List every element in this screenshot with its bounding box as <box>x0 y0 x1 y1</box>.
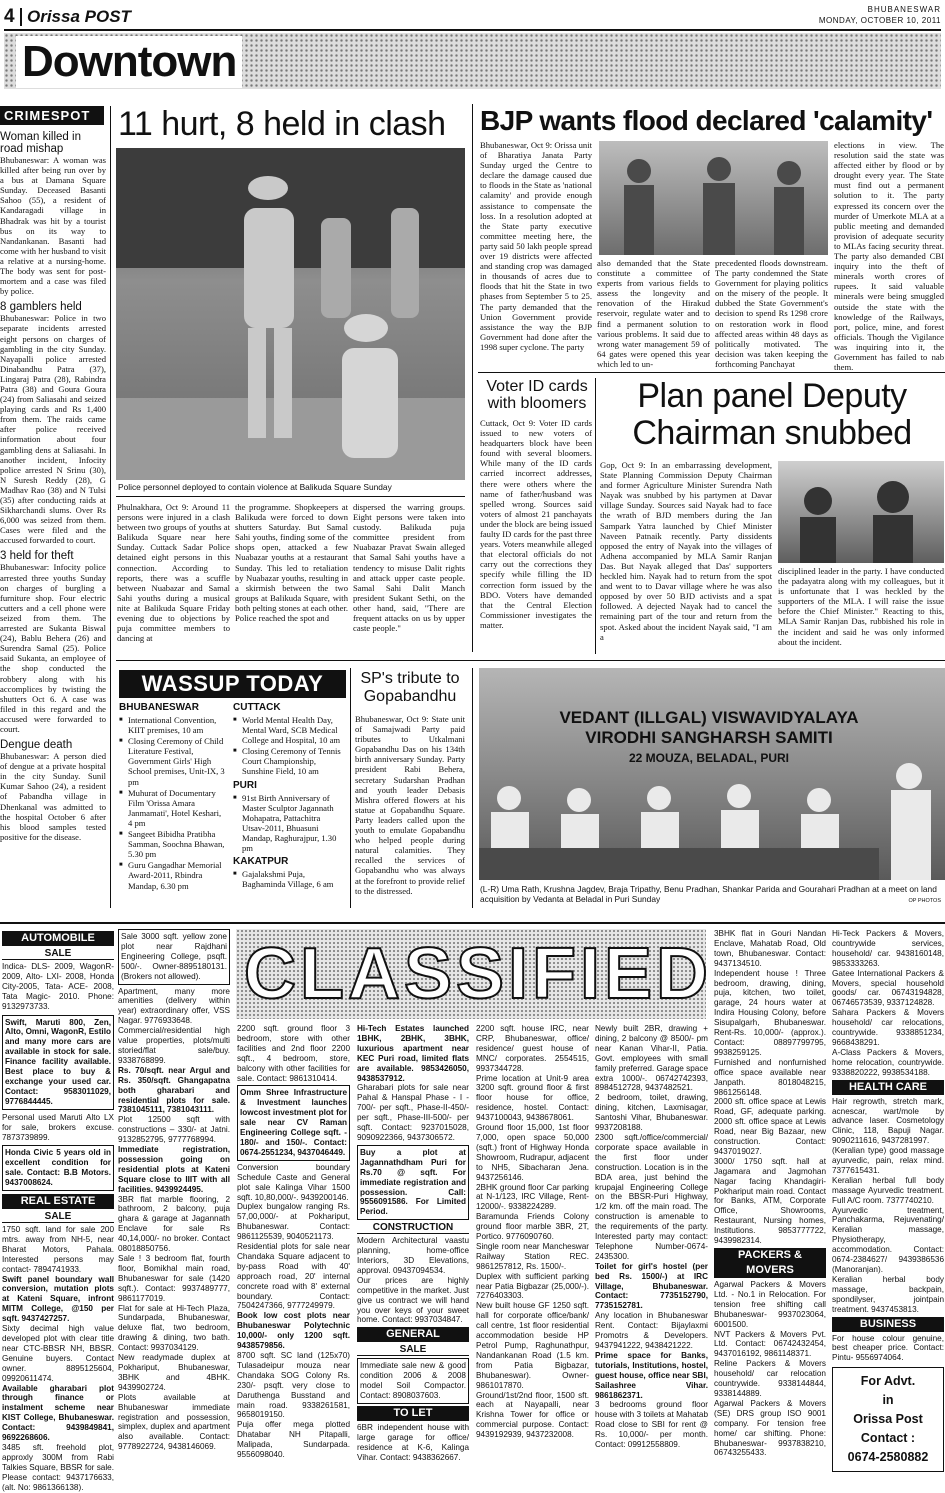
classified-ad: 2 bedroom, toilet, drawing, dining, kitchen, Laxmisagar, Santoshi Vihar, Bhubaneswar. 9937208188. <box>595 1093 708 1133</box>
clash-col-3: dispersed the warring groups. Eight persons were taken into custody. Balikuda puja committee president from Nuabazar Pravat Swain alleged that Samal Sahi youths have a tendency to misuse Dalit rights and attack upper caste people. Samal Sahi Dalit Manch president Sukant Sethi, on the other hand, said, "There are frequent attacks on us by upper caste people." <box>353 502 465 634</box>
classified-ad: Reline Packers & Movers household/ car relocation countrywide. 9338144844, 9338144889. <box>714 1359 826 1398</box>
classified-ad: 2BHK ground floor Car parking at N-1/123, IRC Village, Rent- 12000/-. 9338224289. <box>476 1182 589 1212</box>
clash-caption: Police personnel deployed to contain violence at Balikuda Square Sunday <box>118 482 392 492</box>
classified-ad: (Keralian type) good massage ayurvedic, pain, relax mind. 7377615431. <box>832 1146 944 1175</box>
classified-ad: Modern Architectural vaastu planning, home-office Interiors, 3D Elevations, approval. 09437094534. <box>357 1236 469 1275</box>
general-header: GENERAL <box>357 1327 469 1342</box>
classified-ad: Gharabari plots for sale near Pahal & Hanspal Phase - I - 700/- per sqft., Phase-II-450/- per sqft., Phase-III-500/- per sqft. Contact: 9237015028, 9090922366, 9437306572. <box>357 1083 469 1142</box>
classified-ad: Keralian herbal body massage, backpain, spondilyser, jointpain treatment. 9437453813. <box>832 1274 944 1314</box>
real-estate-header: REAL ESTATE <box>2 1194 114 1209</box>
classified-ad: 3485 sft. freehold plot, approxly 300M from Rabi Talkies Square, BBSR for sale. Please contact: 9437176633, (alt. No: 9861366138). <box>2 1442 114 1492</box>
wassup-box <box>119 670 346 908</box>
plan-photo <box>778 461 944 563</box>
event-item: ■ Closing Ceremony of Child Literature Festival, Government Girls' High School premises, Unit-IX, 3 pm <box>119 736 227 786</box>
column-rule <box>350 668 351 908</box>
crime-title-1: Woman killed in road mishap <box>0 131 81 155</box>
classified-ad: Plot 12500 sqft with constructions – 330/- at Jatni. 9132852795, 9777768994. <box>118 1115 230 1145</box>
advt-line: For Advt. <box>860 1374 916 1389</box>
advt-line: in <box>882 1393 894 1408</box>
wassup-title: WASSUP TODAY <box>119 670 346 698</box>
classified-ad: Furnished and nonfurnished office space available near Janpath. 8018048215, 9861256148. <box>714 1057 826 1097</box>
classified-col-6 <box>595 1024 708 1481</box>
section-title: Downtown <box>16 36 242 88</box>
event-item: ■ Closing Ceremony of Tennis Court Championship, Sunshine Field, 10 am <box>233 746 343 776</box>
classified-col-4 <box>357 1024 469 1481</box>
classified-ad-boxed: Swift, Maruti 800, Zen, Alto, Omni, WagonR, Estilo and many more cars are available in stock for sale. Finance facility available. Best place to buy & exchange your used car. Contact: 9583011029, 9776844445. <box>2 1015 114 1110</box>
column-rule <box>595 378 596 654</box>
classified-ad: Rs. 70/sqft. near Argul and Rs. 350/sqft. Ghangapatna both gharabari and residential plots for sale. 7381045111, 7381043111. <box>118 1065 230 1115</box>
classified-ad: 2300 sqft./office/commercial/ corporate space available in the first floor under construction. Location is in the BDA area, just behind the krupajal Engineering College on the BBSR-Puri Highway, 1/2 km. off the main road. The construction is amenable to the requirements of the party. Interested party may contact: Telephone Number-0674-2435300. <box>595 1132 708 1261</box>
classified-col-3 <box>237 1024 350 1481</box>
clash-photo <box>116 148 465 480</box>
crime-title-3: 3 held for theft <box>0 550 74 563</box>
banner-text <box>499 708 919 768</box>
event-item: ■ World Mental Health Day, Mental Ward, SCB Medical College and Hospital, 10 am <box>233 715 343 745</box>
classified-ad: 8700 sqft. SC land (125x70) Tulasadeipur mouza near Chandaka SOG Colony Rs. 230/- psqft. very close to Daruthenga Busstand and main road. 9338261581, 9658019150. <box>237 1351 350 1420</box>
wassup-cuttack-head: CUTTACK <box>233 702 281 713</box>
crime-title-2: 8 gamblers held <box>0 301 82 314</box>
event-item: ■ International Convention, KIIT premises, 10 am <box>119 715 227 735</box>
caption-rule <box>116 496 465 497</box>
plan-photo-illustration <box>778 461 944 563</box>
classified-ad: Newly built 2BR, drawing + dining, 2 balcony @ 8500/- pm near Kanan Vihar-II, Patia. Govt. employees with small family preferred. Garage space extra 1000/-. 06742742393, 8984512728, 9437482521. <box>595 1024 708 1093</box>
classified-ad-boxed: Honda Civic 5 years old in excellent condition for sale. Contact: B.B Motors. 9437008624. <box>2 1145 114 1191</box>
classified-ad: Book low cost plots near Bhubaneswar Polytechnic 10,000/- only 1200 sqft. 9438579856. <box>237 1311 350 1351</box>
classified-ad: New built house GF 1250 sqft. hall for corporate office/bank/ call centre, 1st floor residential accommodation beside HP Petrol Pump, Raghunathpur, Nandankanan Road (1.5 km. from Patia Bigbazar, Bhubaneswar). Owner- 9861017870. <box>476 1301 589 1390</box>
classified-ad: Ground floor 15,000, 1st floor 7,000, open space 50,000 (sqft.) front of Highway Honda Showroom, Rudrapur, adjacent to NH5, Sibacharan Jena. 9437256146. <box>476 1123 589 1182</box>
classified-ad: Duplex bungalow ranging Rs. 57,00,000/- at Pokhariput, Bhubaneswar. Contact: 9861125539, 9040521173. <box>237 1202 350 1242</box>
paper-name: Orissa POST <box>27 7 131 26</box>
classified-ad: 2200 sqft. ground floor 3 bedroom, store with other facilities and 2nd floor 2200 sqft., 4 bedroom, store, balcony with other facilities for sale. Contact: 9861310414. <box>237 1024 350 1083</box>
wassup-kakatpur-head: KAKATPUR <box>233 856 289 868</box>
wassup-cuttack-list <box>233 715 343 777</box>
crime-story-3: Bhubaneswar: Infocity police arrested three youths Sunday on charges of burgling a furniture shop. Four electric cutters and a cell phone were seized from them. The arrested are Sukanta Biswal (24), Bablu Behera (26) and Surendra Samal (25). Police said Sukanta, an employee of the shop conducted the robbery along with his accomplices by twisting the shutters Oct 6. A case was filed in this regard and the accused were forwarded to court. <box>0 562 106 734</box>
meet-caption: (L-R) Uma Rath, Krushna Jagdev, Braja Tripathy, Benu Pradhan, Shankar Parida and Gourahari Pradhan at a meet on land acquisition by Vedanta at Beladal in Puri Sunday <box>480 884 937 904</box>
health-care-header: HEALTH CARE <box>832 1080 944 1095</box>
plan-col-1: Gop, Oct 9: In an embarrassing development, State Planning Commission Deputy Chairman and former Agriculture Minister Surendra Nath Nayak was snubbed by his partymen at Davar village Sunday. Sources said Nayak had to face the wrath of BJD members during the Jan Sampark Yatra launched by Chief Minister Naveen Patnaik recently. Party dissidents opposed the entry of Nayak into the villages of Adhena accompanied by MLA Samir Ranjan Das. But Nayak alleged that Das' supporters heckled him. Nayak had to return from the spot and went to to Davar village where he was also opposed by over 50 BJD activists and a spat followed. A dejected Nayak had to cancel the remaining part of the tour and return from the spot. Asked about the incident Nayak said, "I am a <box>600 460 772 642</box>
event-item: ■ Guru Gangadhar Memorial Award-2011, Rbindra Mandap, 6.30 pm <box>119 860 227 890</box>
classified-ad: Ayurvedic treatment, Panchakarma, Rejuvenating/ Keralian massage, Physiotherapy, accommodation. Contact: 0674-2384627/ 9439386536 (Manoranjan). <box>832 1205 944 1274</box>
classified-ad: Personal used Maruti Alto LX for sale, brokers excuse. 7873739899. <box>2 1112 114 1142</box>
sale-subheader: SALE <box>2 1211 114 1223</box>
classified-ad: 3BR flat marble flooring, 2 bathroom, 2 balcony, puja ghara & garage at Jagannath Enclave for sale Rs 40,14,000/- no broker. Contact 08018850756. <box>118 1194 230 1254</box>
classified-ad: Flat for sale at Hi-Tech Plaza, Sundarpada, Bhubaneswar, deluxe flat, two bedroom, drawing & dining, two bath. Contact: 9937034129. <box>118 1303 230 1353</box>
sale-subheader: SALE <box>2 948 114 960</box>
classified-ad: Immediate registration, possession going on residential plots at Kateni Square close to IIIT with all facilities. 9439924495. <box>118 1145 230 1194</box>
classified-ad: Puja offer mega plotted Dhatabar NH Pitapalli, Malipada, Sundarpada. 9556098040. <box>237 1420 350 1460</box>
classified-ad: Sixty decimal high value developed plot with clear title near CTC-BBSR NH, BBSR. Genuine buyers. Contact owner. 8895125604, 09920611474. <box>2 1324 114 1383</box>
classified-ad: 6BR independent house with large garage for office/ residence at K-6, Kalinga Vihar. Contact: 9438362667. <box>357 1423 469 1462</box>
classified-ad: Available gharabari plot through finance or instalment scheme near KIST College, Bhubaneswar. Contact: 9439849841, 9692268606. <box>2 1383 114 1443</box>
bjp-headline: BJP wants flood declared 'calamity' <box>480 105 933 136</box>
classified-ad: Apartment, many more amenities (delivery within year) extraordinary offer, VSS Nagar. 9776933648. <box>118 986 230 1026</box>
classified-col-1 <box>2 929 114 1492</box>
sp-headline: SP's tribute to Gopabandhu <box>360 670 460 705</box>
top-rule <box>4 29 941 31</box>
classified-ad: Single room near Mancheswar Railway Station REC. 9861257812, Rs. 1500/-. <box>476 1241 589 1271</box>
classified-ad-boxed: Immediate sale new & good condition 2006 & 2008 model Soil Compactor. Contact: 8908037603. <box>357 1358 469 1404</box>
classified-ad: Residential plots for sale near Chandaka Square adjacent to by-pass Road with 40' approach road, 20' internal concrete road with 8' external boundary. Contact: 7504247366, 9777249979. <box>237 1242 350 1311</box>
banner-line: VEDANT (ILLGAL) VISWAVIDYALAYA <box>559 708 859 727</box>
event-item: ■ Sangeet Bibidha Pratibha Samman, Soochna Bhawan, 5.30 pm <box>119 829 227 859</box>
classified-ad: Prime location at Unit-9 area 3200 sqft. ground floor & first floor house for office, residence, hostel. Contact: 9437100043, 9438678061. <box>476 1073 589 1123</box>
classified-ad: Hair regrowth, stretch mark, acnescar, wart/mole by advance laser. Cosmetology Clinic, 118, Bapuji Nagar. 9090211616, 9437281997. <box>832 1096 944 1146</box>
crime-story-2: Bhubaneswar: Police in two separate incidents arrested eight persons on charges of gambling in the city Sunday. Nayapalli police arrested Dinabandhu Patra (37), Lingaraj Patra (28), Rabindra Patra (38) and Goura Goura (24) from Saliasahi and seized playing cards and Rs 1,400 from them. The raids came after police received information about four gambling dens at Saliasahi. In another incident, Infocity police arrested N Srinu (30), N Suresh Reddy (28), G Madhav Rao (38) and N Tulsi (35) after conducting raids at Sikharchandi slums. Over Rs 6,000 was seized from them. Cases were filed and the accused forwarded to court. <box>0 313 106 546</box>
business-header: BUSINESS <box>832 1317 944 1332</box>
classified-col-8 <box>832 929 944 1481</box>
clash-headline: 11 hurt, 8 held in clash <box>118 105 446 143</box>
classified-ad: 3 bedrooms ground floor house with 3 toilets at Mahatab Road close to SBI for rent @ Rs. 10,000/- per month. Contact: 09912558809. <box>595 1400 708 1450</box>
bjp-photo <box>599 141 828 255</box>
wassup-puri-list <box>233 793 343 854</box>
voter-story: Cuttack, Oct 9: Voter ID cards issued to new voters of headquarters block have been found with several bloomers. While many of the ID cards carried incorrect addresses, there were others where the name of father/husband was spelled wrong. Sources said voters of almost 21 panchayats under the block are being issued faulty ID cards for the past three years. Voters meanwhile alleged that electoral officials do not carry out the corrections they specify while filling the ID correction form issued by the BDO. Voters have demanded that the Central Election Commissioner investigates the matter. <box>480 418 592 630</box>
classified-ad: NVT Packers & Movers Pvt. Ltd. Contact: 06742432454, 9437016192, 9861148371. <box>714 1329 826 1359</box>
classified-ad: Baramunda Friends Colony ground floor marble 3BR, 2T, Portico. 9776090760. <box>476 1212 589 1242</box>
advt-line: Contact : <box>860 1431 916 1446</box>
classified-ad: 3BHK flat in Gouri Nandan Enclave, Mahatab Road, Old town, Bhubaneswar. Contact: 9437134510. <box>714 929 826 968</box>
classified-top-rule <box>0 922 945 924</box>
event-item: ■ Gajalakshmi Puja, Baghaminda Village, 6 am <box>233 869 343 889</box>
crime-story-1: Bhubaneswar: A woman was killed after being run over by a bus at Damana Square Sunday. Deceased Basanti Sahoo (55), a resident of Kandaragadi village in Bhadrak was hit by a tourist bus on its way to Nandankanan. Basanti had come with her husband to visit a relative at a nursing-home. The body was sent for post-mortem and a case was filed by police. <box>0 155 106 297</box>
classified-ad-boxed: Sale 3000 sqft. yellow zone plot near Rajdhani Engineering College, psqft. 500/-. Owner-8895180131. (Brokers not allowed). <box>118 929 230 985</box>
sp-story: Bhubaneswar, Oct 9: State unit of Samajwadi Party paid tributes to Utkalmani Gopabandhu Das on his 134th birth anniversary Sunday. Party president Rabi Behera, secretary Sudarshan Pradhan and youth leader Debasis Mishra offered flowers at his statue at Gopabandhu Square. Party leaders called upon the youth to emulate Gopabandhu who helped people during natural calamities. They recalled the services of Gopabandhu who was always at the forefront to provide relief to the distressed. <box>355 714 465 896</box>
advt-phone: 0674-2580882 <box>847 1450 929 1465</box>
crime-title-4: Dengue death <box>0 739 73 752</box>
photo-credit: OP PHOTOS <box>908 898 941 904</box>
column-rule <box>472 668 473 908</box>
crimespot-logo: CRIMESPOT <box>0 106 104 125</box>
wassup-puri-head: PURI <box>233 779 257 791</box>
banner-line: 22 MOUZA, BELADAL, PURI <box>628 751 789 765</box>
classified-ad: 1750 sqft. land for sale 200 mtrs. away from NH-5, near Bharat Motors, Pahala. Interested persons may contact- 7894741933. <box>2 1225 114 1274</box>
voter-headline: Voter ID cards with bloomers <box>486 378 588 412</box>
bjp-col-2: also demanded that the State constitute a committee of experts from various fields to assess the longevity and renovation of the Hirakud reservoir, regulate water and to find a permanent solution to various problems. It said due to wrong water management 59 of 64 gates were opened this year which led to un- <box>597 258 710 369</box>
date-label: MONDAY, OCTOBER 10, 2011 <box>818 16 941 25</box>
bjp-col-3: precedented floods downstream. The party condemned the State Government for playing politics on the misery of the people. It dubbed the State Government's decision to spend Rs 1298 crore on restoration work in flood affected areas within 48 days as politically motivated. The decision was taken keeping the forthcoming Panchayat <box>715 258 828 369</box>
city-label: BHUBANESWAR <box>867 5 941 14</box>
automobile-header: AUTOMOBILE <box>2 931 114 946</box>
classified-col-2 <box>118 929 230 1481</box>
classified-ad: Prime space for Banks, tutorials, Institutions, hostel, guest house, office near SBI, Sailashree Vihar. 9861862371. <box>595 1350 708 1400</box>
section-rule <box>116 660 945 661</box>
event-item: ■ Muhurat of Documentary Film 'Orissa Amara Janmamati', Hotel Keshari, 4 pm <box>119 788 227 828</box>
packers-movers-header: PACKERS & MOVERS <box>714 1248 826 1278</box>
clash-col-2: the programme. Shopkeepers at Balikuda were forced to down shutters Saturday. But Samal Sahi youths, finding some of the shops open, attacked a few Nuabazar youths at a restaurant Sunday. This led to retaliation by Nuabazar youths, resulting in a skirmish between the two groups at Balikuda Square, with both pelting stones at each other. Police reached the spot and <box>235 502 348 624</box>
event-item: ■ 91st Birth Anniversary of Master Sculptor Jagannath Mohapatra, Pattachitra Utsav-2011, Bhuasuni Mandap, Raghurajpur, 1.30 pm <box>233 793 343 854</box>
construction-subheader: CONSTRUCTION <box>357 1222 469 1234</box>
crime-story-4: Bhubaneswar: A person died of dengue at a private hospital in the city Sunday. Sunil Kumar Sahoo (24), a resident of Pabandha village in Dhenkanal was admitted to the hospital October 6 after his blood samples tested positive for the disease. <box>0 751 106 842</box>
classified-ad: For house colour genuine, best cheaper price. Contact: Pintu- 9556974064. <box>832 1333 944 1363</box>
column-rule <box>110 106 111 908</box>
wassup-bbsr-list <box>119 715 227 891</box>
column-rule <box>472 104 473 652</box>
classified-ad-boxed: Omm Shree Infrastructure & Investment launches lowcost investment plot for sale near CV Raman Engineering College sqft. - 180/- and 150/-. Contact: 0674-2551234, 9437046449. <box>237 1085 350 1160</box>
classified-col-7 <box>714 929 826 1481</box>
wassup-bbsr-head: BHUBANESWAR <box>119 702 199 713</box>
classified-col-5 <box>476 1024 589 1481</box>
wassup-kakatpur-list <box>233 869 343 889</box>
sale-subheader: SALE <box>357 1344 469 1356</box>
classified-ad: Agarwal Packers & Movers (SE) DRS group ISO 9001 company. For tension free home/ car shifting. Phone: Bhubaneswar- 9937838210, 06743255433. <box>714 1398 826 1458</box>
classified-ad: Duplex with sufficient parking near Patia Bigbazar (25,000/-). 7276403303. <box>476 1271 589 1301</box>
people-illustration <box>479 778 945 880</box>
classified-ad: Our prices are highly competitive in the market. Just give us contract we will hand you over keys of your sweet home. Contact: 9937034847. <box>357 1275 469 1325</box>
bjp-col-1: Bhubaneswar, Oct 9: Orissa unit of Bharatiya Janata Party Sunday urged the Centre to declare the damage caused due to floods in the State as 'national calamity' and provide enough assistance to compensate the loss. In a resolution adopted at the State party executive committee meeting here, the party said 50 lakh people spread over 19 districts were affected and standing crop was damaged in thousands of acres due to floods that hit the State in two phases from September 5 to 25. The party demanded that the Union Government provide assistance the way the BJP Government had done after the 1998 super cyclone. The party <box>480 140 592 352</box>
bjp-photo-illustration <box>599 141 828 255</box>
classified-ad: Toilet for girl's hostel (per bed Rs. 1500/-) at IRC Village, Bhubaneswar. Contact: 7735152790, 7735152781. <box>595 1261 708 1311</box>
classified-ad: Conversion boundary Schedule Caste and General plot sale Kalinga Vihar 1500 sqft. 10,80,000/-. 9439200146. <box>237 1162 350 1202</box>
classified-ad: 2200 sqft. house IRC, near CRP, Bhubaneswar, office/ residence/ guest house of MNC/ corporates. 2554515, 9937344728. <box>476 1024 589 1073</box>
divider <box>20 8 22 26</box>
meet-photo <box>479 668 945 880</box>
classified-ad: 3000/ 1750 sqft. hall at Jagamara and Jagmohan Nagar facing Khandagiri-Pokhariput main road. Contact for Banks, ATM, Corporate Office, Showrooms, Restaurant, Nursing homes, Institutions. 9853777722, 9439982314. <box>714 1156 826 1246</box>
advertise-box <box>832 1367 944 1472</box>
classified-ad: Keralian herbal full body massage Ayurvedic treatment. Full A/C room. 7377740210. <box>832 1175 944 1205</box>
classified-ad: Independent house ! Three bedroom, drawing, dining, puja, kitchen, two toilet, garage, 24 hours water at Indira Housing Colony, before Sisupalgarh, Bhubaneswar. Rent-Rs. 10,000/- (approx.). Contact: 08897799795, 9938259125. <box>714 968 826 1057</box>
advt-line: Orissa Post <box>853 1412 923 1427</box>
classified-ad: Commercial/residential high value properties, plots/multi storied/flat sale/buy. 9338768899. <box>118 1026 230 1065</box>
classified-ad: Indica- DLS- 2009, WagonR- 2009, Alto- LXI- 2008, Honda City-2005, Tata- ACE- 2008, Tata Magic- 2010. Phone: 9132973733. <box>2 962 114 1011</box>
classified-ad: Sahara Packers & Movers household/ car relocations, countrywide. 9338851234, 9668438291. <box>832 1008 944 1047</box>
plan-col-2: disciplined leader in the party. I have conducted the padayatra along with my colleagues, but it is unfortunate that I was heckled by the supporters of the MLA. I will raise the issue before the Chief Minister." Reacting to this, MLA Samir Ranjan Das, rubbished his role in the incident and said he was only informed about the incident. <box>778 566 944 647</box>
classified-ad: Plots available at Bhubaneswar immediate registration and possession, simplex, duplex and apartment also available. Contact: 9778922724, 9438146069. <box>118 1392 230 1452</box>
police-photo-illustration <box>116 148 465 480</box>
classified-ad: Hi-Teck Packers & Movers, countrywide services, household/ car. 9438160148, 9853333263. <box>832 929 944 968</box>
classified-ad-boxed: Buy a plot at Jagannathdham Puri for Rs.70 @ sqft. For immediate registration and possession. Call: 9556091586. For Limited Period. <box>357 1145 469 1220</box>
classified-ad: New readymade duplex at Pokhariput, Bhubaneswar, 3BHK and 4BHK. 9439902724. <box>118 1353 230 1392</box>
to-let-header: TO LET <box>357 1406 469 1421</box>
classified-ad: A-Class Packers & Movers, home relocation, countrywide. 9338820222, 9938534188. <box>832 1047 944 1077</box>
classified-ad: Hi-Tech Estates launched 1BHK, 2BHK, 3BHK, luxurious apartment near KEC Puri road, limited flats are available. 9853426050, 9438537912. <box>357 1024 469 1083</box>
crimespot-column <box>0 106 106 908</box>
plan-headline: Plan panel Deputy Chairman snubbed <box>632 377 912 452</box>
classified-ad: Sale ! 3 bedroom flat, fourth floor, Bomikhal main road, Bhubaneswar for sale (1420 sqft.). Contact: 9937489777, 9861177019. <box>118 1254 230 1303</box>
classified-title: CLASSIFIED <box>244 934 713 1014</box>
section-rule <box>478 372 945 373</box>
classified-ad: 2000 sft. office space at Lewis Road, GF, adequate parking. 2000 sft. office space at Lewis Road, near Big Bazaar, new construction. Contact: 9437019027. <box>714 1097 826 1156</box>
classified-ad: Ground/1st/2nd floor, 1500 sft. each at Nayapalli, near Krishna Tower for office or commercial purpose. Contact: 9439192939, 9437232008. <box>476 1390 589 1440</box>
classified-ad: Agarwal Packers & Movers Ltd. - No.1 in Relocation. For tension free shifting call Bhubaneswar- 9937023064, 6001500. <box>714 1280 826 1329</box>
bjp-col-4: elections in view. The resolution said the state was affected either by flood or by drought every year. The State must find out a permanent solution to it. The party expressed its concern over the murder of Umerkote MLA at a public meeting and demanded provision of adequate security to MLAs facing security threat. The party also demanded CBI inquiry into the theft of minerals worth crores of rupees. It said valuable minerals were being smuggled outside the state with the knowledge of the Railways, port, police, mine, and forest officials. Though the Vigilance was inquiring into it, the Government has failed to nab them. <box>834 140 944 373</box>
banner-line: VIRODHI SANGHARSH SAMITI <box>585 728 833 747</box>
classified-ad: Swift panel boundary wall conversion, mutation plots at Kateni Square, infront MITM College, @150 per sqft. 9437427257. <box>2 1274 114 1324</box>
classified-ad: Any location in Bhubaneswar Rent. Contact: Bijaylaxmi Promotrs & Developers. 9437941222, 9438421222. <box>595 1311 708 1350</box>
clash-col-1: Phulnakhara, Oct 9: Around 11 persons were injured in a clash between two groups of youths at Balikuda Square near here Sunday. Cuttack Sadar Police detained eight persons in this connection. According to reports, there was a scuffle between Nuabazar and Samal Sahi youths during a musical nite at Balikuda Square Friday evening due to objections by puja committee members to dancing at <box>117 502 230 644</box>
page-number: 4 <box>4 6 15 27</box>
classified-ad: Gatee International Packers & Movers, special household goods/ car. 06743194828, 06746573539, 9337124828. <box>832 968 944 1008</box>
